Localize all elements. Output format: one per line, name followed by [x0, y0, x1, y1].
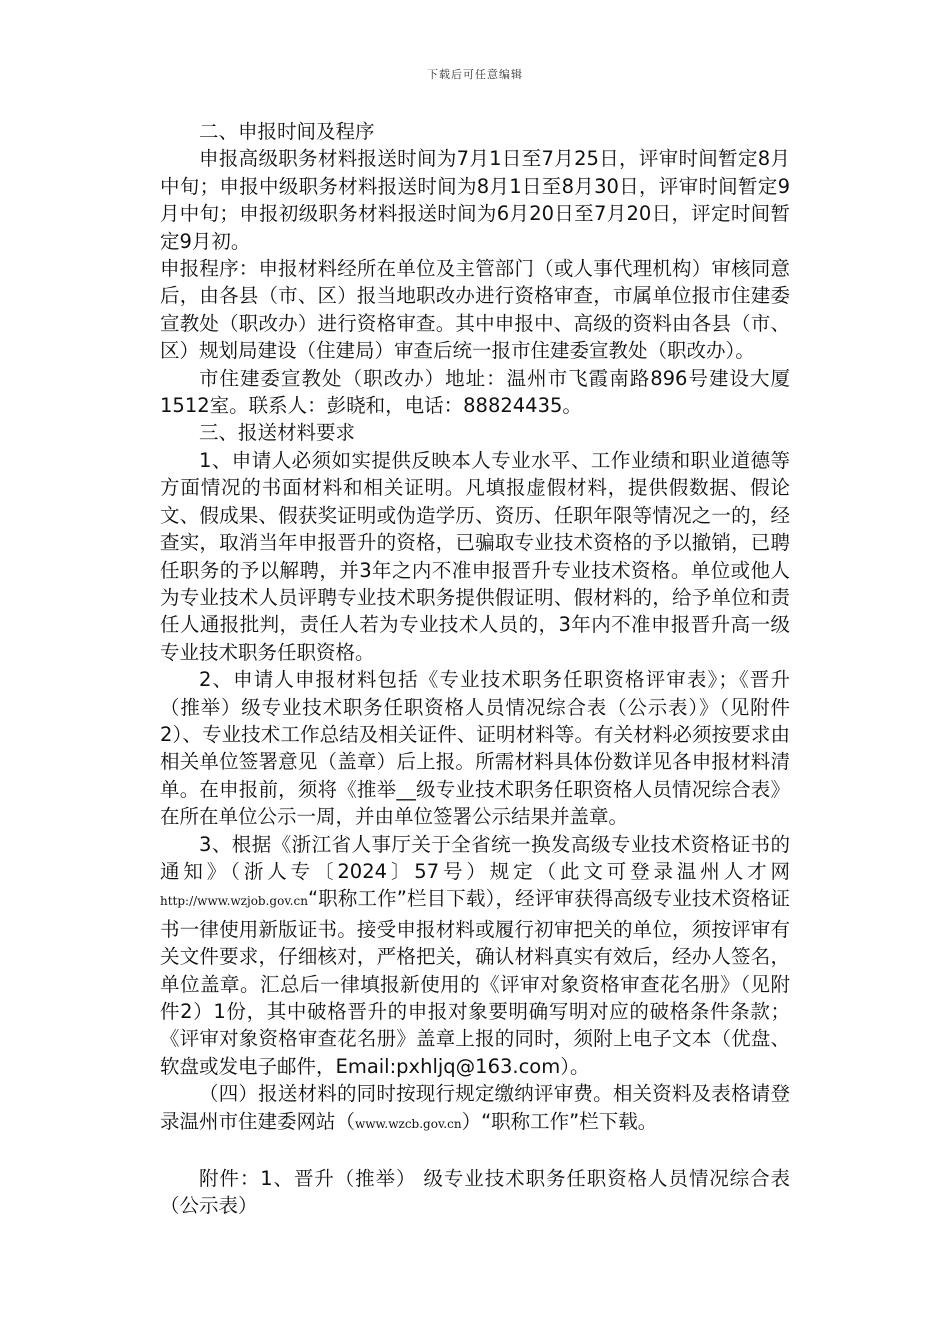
item-3-text-end: “职称工作”栏目下载），经评审获得高级专业技术资格证书一律使用新版证书。接受申报材料或履行初审把关的单位，须按评审有关文件要求，仔细核对，严格把关，确认材料真实有效后，经办人签名，单位盖章。汇总后一律填报新使用的《评审对象资格审查花名册》（见附件2）1份，其中破格晋升的申报对象要明确写明对应的破格条件条款；《评审对象资格审查花名册》盖章上报的同时，须附上电子文本（优盘、软盘或发电子邮件，Email:pxhljq@163.com）。 — [160, 887, 790, 1078]
section-2-procedure-paragraph: 申报程序：申报材料经所在单位及主管部门（或人事代理机构）审核同意后，由各县（市、区）报当地职改办进行资格审查，市属单位报市住建委宣教处（职改办）进行资格审查。其中申报中、高级的资料由各县（市、区）规划局建设（住建局）审查后统一报市住建委宣教处（职改办）。 — [160, 257, 790, 363]
page-header-note: 下载后可任意编辑 — [427, 68, 523, 81]
document-body — [160, 118, 790, 1220]
wzjob-url: http://www.wzjob.gov.cn — [160, 894, 308, 909]
item-3-text-start: 3、根据《浙江省人事厅关于全省统一换发高级专业技术资格证书的通知》（浙人专〔2024〕57号）规定（此文可登录温州人才网 — [160, 832, 790, 883]
attachment-paragraph: 附件：1、晋升（推举） 级专业技术职务任职资格人员情况综合表（公示表） — [160, 1167, 790, 1218]
item-4-text-start: （四）报送材料的同时按现行规定缴纳评审费。相关资料及表格请登录温州市住建委网站（ — [160, 1082, 790, 1133]
item-4-text-end: ）“职称工作”栏下载。 — [461, 1109, 658, 1133]
section-2-title: 二、申报时间及程序 — [199, 120, 375, 143]
section-2-deadlines-paragraph: 申报高级职务材料报送时间为7月1日至7月25日，评审时间暂定8月中旬；申报中级职务材料报送时间为8月1日至8月30日，评审时间暂定9月中旬；申报初级职务材料报送时间为6月20日至7月20日，评定时间暂定9月初。 — [160, 147, 790, 253]
wzcb-url: www.wzcb.gov.cn — [355, 1116, 462, 1131]
section-3-item-4 — [160, 1080, 790, 1138]
section-3-item-2: 2、申请人申报材料包括《专业技术职务任职资格评审表》；《晋升（推举）级专业技术职务任职资格人员情况综合表（公示表）》（见附件2）、专业技术工作总结及相关证件、证明材料等。有关材料必须按要求由相关单位签署意见（盖章）后上报。所需材料具体份数详见各申报材料清单。在申报前，须将《推举__级专业技术职务任职资格人员情况综合表》在所在单位公示一周，并由单位签署公示结果并盖章。 — [160, 668, 790, 829]
section-2-contact-paragraph: 市住建委宣教处（职改办）地址：温州市飞霞南路896号建设大厦1512室。联系人：彭晓和，电话：88824435。 — [160, 366, 790, 418]
paragraph-spacer — [160, 1138, 790, 1165]
section-3-item-3 — [160, 831, 790, 1081]
section-3-title: 三、报送材料要求 — [199, 421, 356, 445]
section-3-item-1: 1、申请人必须如实提供反映本人专业水平、工作业绩和职业道德等方面情况的书面材料和相关证明。凡填报虚假材料，提供假数据、假论文、假成果、假获奖证明或伪造学历、资历、任职年限等情况之一的，经查实，取消当年申报晋升的资格，已骗取专业技术资格的予以撤销，已聘任职务的予以解聘，并3年之内不准申报晋升专业技术资格。单位或他人为专业技术人员评聘专业技术职务提供假证明、假材料的，给予单位和责任人通报批判，责任人若为专业技术人员的，3年内不准申报晋升高一级专业技术职务任职资格。 — [160, 448, 790, 664]
